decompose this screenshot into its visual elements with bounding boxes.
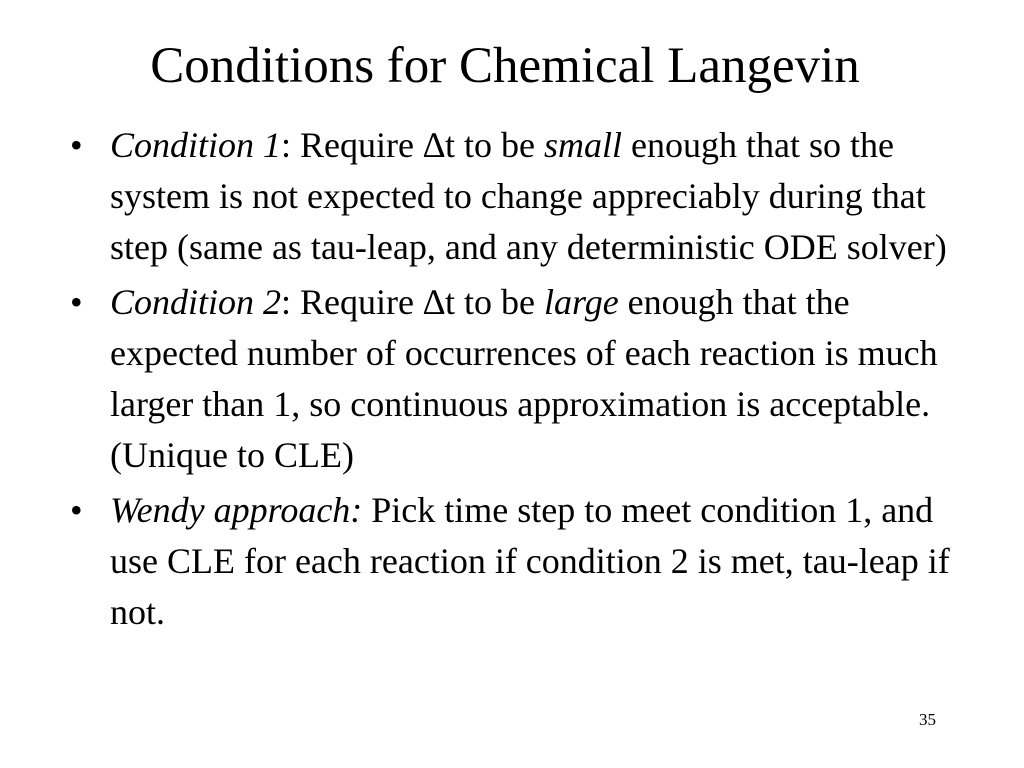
bullet-lead: Wendy approach: [110, 490, 363, 530]
bullet-marker: • [70, 490, 83, 530]
bullet-condition-1 [70, 120, 980, 273]
bullet-body: enough that so the system is not expected to change appreciably during that step (same as tau-leap, and any deterministic ODE solver) [110, 125, 947, 267]
bullet-body: enough that the expected number of occurrences of each reaction is much larger than 1, so continuous approximation is acceptable. (Unique to CLE) [110, 282, 938, 475]
bullet-marker: • [70, 282, 83, 322]
bullet-marker: • [70, 125, 83, 165]
bullet-condition-2 [70, 277, 980, 481]
slide-title: Conditions for Chemical Langevin [150, 38, 860, 94]
bullet-wendy-approach [70, 485, 980, 638]
bullet-body: Pick time step to meet condition 1, and use CLE for each reaction if condition 2 is met, tau-leap if not. [110, 490, 950, 632]
bullet-separator: : Require [281, 282, 423, 322]
bullet-emphasis: small [544, 125, 623, 165]
bullet-lead: Condition 1 [110, 125, 282, 165]
bullet-delta-text: ∆t to be [423, 282, 545, 322]
bullet-lead: Condition 2 [110, 282, 282, 322]
page-number: 35 [919, 710, 936, 729]
bullet-emphasis: large [544, 282, 619, 322]
bullet-separator: : Require [281, 125, 423, 165]
bullet-delta-text: ∆t to be [423, 125, 545, 165]
bullet-list [70, 120, 980, 642]
